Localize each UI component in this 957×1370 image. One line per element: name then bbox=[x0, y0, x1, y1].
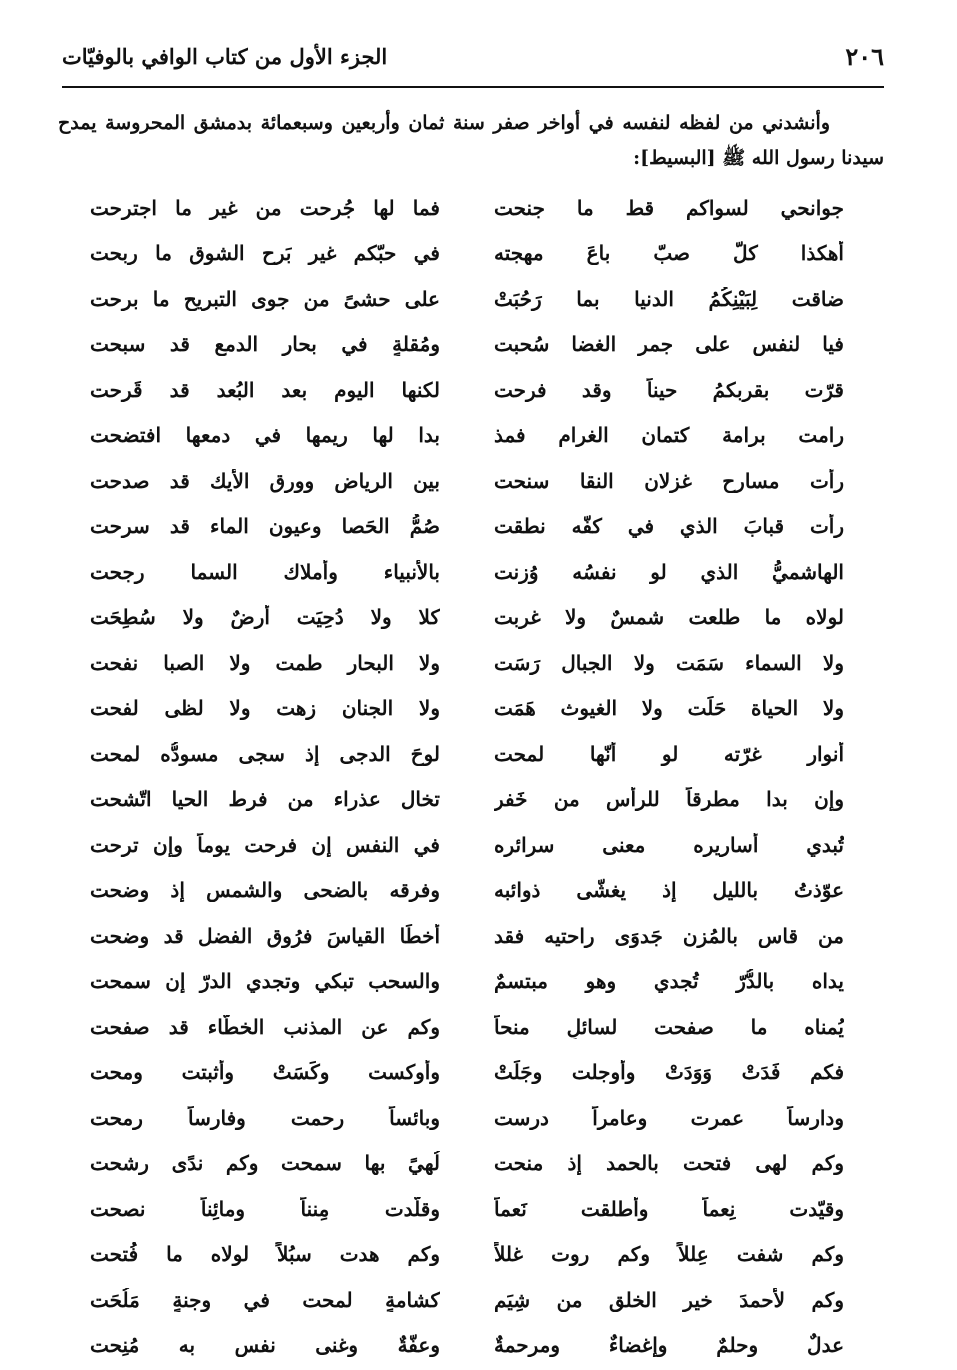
verse-second-hemistich: في النفس إن فرحت يوماً وإن ترحت bbox=[90, 832, 440, 857]
verse-first-hemistich: ودارِساً عمرت وعامراً درست bbox=[494, 1105, 844, 1130]
verse-second-hemistich: في حبّكم غير بَرح الشوق ما ربحت bbox=[90, 241, 440, 266]
verse-second-hemistich: لُهيً بها سمحت وكم ندًى رشحت bbox=[90, 1151, 440, 1176]
verse-second-hemistich: لكنها اليوم بعد البُعد قد قَرِحت bbox=[90, 377, 440, 402]
verse-first-hemistich: من قاس بالمُزن جَدوَى راحتيه فقد bbox=[494, 923, 844, 948]
verse-second-hemistich: تخال عذراء من فرط الحيا اتّشحت bbox=[90, 787, 440, 812]
verse-first-hemistich: وكم لهى فتحت بالحمد إذ منحت bbox=[494, 1151, 844, 1176]
verse-second-hemistich: وعفّةٌ وغنى نفسٍ به مُنِحت bbox=[90, 1333, 440, 1358]
verse bbox=[90, 1141, 844, 1187]
verse-second-hemistich: لوحَ الدجى إذ سجى مسودُّه لمحت bbox=[90, 741, 440, 766]
verse-first-hemistich: ضاقت لِبَيْنِكُمُ الدنيا بما رَحُبَتْ bbox=[494, 286, 844, 311]
verse-first-hemistich: جوانحي لسواكم قط ما جنحت bbox=[494, 195, 844, 220]
verse-first-hemistich: عوّذتُ بالليل إذ يغشّى ذوائبه bbox=[494, 878, 844, 903]
intro-text: وأنشدني من لفظه لنفسه في أواخر صفر سنة ثمان وأربعين وسبعمائة بدمشق المحروسة يمدح سيدنا رسول الله ﷺ [البسيط]: bbox=[58, 112, 884, 169]
verse bbox=[90, 1186, 844, 1232]
verse bbox=[90, 185, 844, 231]
verse-first-hemistich: فكم فَدَتْ وَوَدَتْ وأوجلت وجَلَتْ bbox=[494, 1060, 844, 1085]
verse bbox=[90, 1004, 844, 1050]
verse bbox=[90, 367, 844, 413]
intro-paragraph bbox=[58, 106, 884, 176]
verse-second-hemistich: أخطَا القياسَ فرُوق الفضل قد وضحت bbox=[90, 923, 440, 948]
verse-first-hemistich: وكم شفت عِللاً وكم روت غللاً bbox=[494, 1242, 844, 1267]
verse-first-hemistich: وقيّدت نِعماً وأطلقت نَعماً bbox=[494, 1196, 844, 1221]
verse-first-hemistich: الهاشميُّ الذي لو نفسُه وُزنت bbox=[494, 559, 844, 584]
verse-second-hemistich: وفرقه بالضحى والشمسِ إذ وضحت bbox=[90, 878, 440, 903]
verse bbox=[90, 913, 844, 959]
verse-second-hemistich: ولا البحار طمت ولا الصبا نفحت bbox=[90, 650, 440, 675]
verse bbox=[90, 959, 844, 1005]
verse bbox=[90, 413, 844, 459]
verse-second-hemistich: على حشىً من جوى التبريح ما برحت bbox=[90, 286, 440, 311]
verse-first-hemistich: قرّت بقربكمُ حيناً وقد فرحت bbox=[494, 377, 844, 402]
verse-first-hemistich: وكم لأحمدَ خير الخلق من شِيَم bbox=[494, 1287, 844, 1312]
verse bbox=[90, 777, 844, 823]
page-header bbox=[62, 40, 884, 80]
verse bbox=[90, 458, 844, 504]
verse-second-hemistich: كلا ولا دُحِيَت أرضٌ ولا سُطِحَت bbox=[90, 605, 440, 630]
verse-second-hemistich: وكم عن المذنب الخطّاء قد صفحت bbox=[90, 1014, 440, 1039]
verse-second-hemistich: وأوكست وكَسَتْ وأثبتت ومحت bbox=[90, 1060, 440, 1085]
verse-second-hemistich: ولا الجنان زهت ولا لظى لفحت bbox=[90, 696, 440, 721]
verse-second-hemistich: بالأنبياء وأملاك السما رجحت bbox=[90, 559, 440, 584]
verse-first-hemistich: ولا الحياة حَلَت ولا الغيوث هَمَت bbox=[494, 696, 844, 721]
verse-first-hemistich: وإن بدا مطرقاً للرأس من خَفر bbox=[494, 787, 844, 812]
verse-second-hemistich: وكم هدت سبُلاً لولاه ما فُتحت bbox=[90, 1242, 440, 1267]
verse-first-hemistich: أنوار غرّته لو أنّها لمحت bbox=[494, 741, 844, 766]
verse-first-hemistich: رأت قبابَ الذي في كفّه نطقت bbox=[494, 514, 844, 539]
verse-first-hemistich: لولاه ما طلعت شمسٌ ولا غربت bbox=[494, 605, 844, 630]
verse-first-hemistich: رامت برامة كتمان الغرام فمذ bbox=[494, 423, 844, 448]
verse bbox=[90, 595, 844, 641]
verse-first-hemistich: رأت مسارح غزلان النقا سنحت bbox=[494, 468, 844, 493]
verse-second-hemistich: كشامةٍ لمحت في وجنةٍ مَلُحَت bbox=[90, 1287, 440, 1312]
verse-first-hemistich: أهكذا كلّ صبّ باعَ مهجته bbox=[494, 241, 844, 266]
verse-first-hemistich: يُمناه ما صفحت لسائلٍ منحاً bbox=[494, 1014, 844, 1039]
verse-second-hemistich: ومُقلةٍ في بحار الدمع قد سبحت bbox=[90, 332, 440, 357]
verse-second-hemistich: صُمُّ الحَصا وعيون الماء قد سرحت bbox=[90, 514, 440, 539]
verse-first-hemistich: يداه بالدُّرّ تُجدي وهو مبتسمٌ bbox=[494, 969, 844, 994]
verse bbox=[90, 1232, 844, 1278]
verse-second-hemistich: وبائساً رحمت وفارساً رمحت bbox=[90, 1105, 440, 1130]
verse-first-hemistich: تُبدي أساريره معنى سرائره bbox=[494, 832, 844, 857]
verse-second-hemistich: بين الرياض وورق الأيك قد صدحت bbox=[90, 468, 440, 493]
verse bbox=[90, 1277, 844, 1323]
running-title: الجزء الأول من كتاب الوافي بالوفيّات bbox=[62, 44, 388, 69]
verse bbox=[90, 640, 844, 686]
verse bbox=[90, 686, 844, 732]
verse bbox=[90, 1095, 844, 1141]
verse bbox=[90, 822, 844, 868]
verse-second-hemistich: وقلّدت مِنناً ومائِناً نصحت bbox=[90, 1196, 440, 1221]
verse bbox=[90, 504, 844, 550]
verse-first-hemistich: فيا لنفسٍ على جمر الغضا سُحبت bbox=[494, 332, 844, 357]
verse bbox=[90, 731, 844, 777]
verse bbox=[90, 549, 844, 595]
verse bbox=[90, 231, 844, 277]
verse-second-hemistich: فما لها جُرحت من غير ما اجترحت bbox=[90, 195, 440, 220]
header-rule bbox=[62, 86, 884, 88]
verse-first-hemistich: ولا السماء سَمَت ولا الجبال رَسَت bbox=[494, 650, 844, 675]
page-number: ٢٠٦ bbox=[845, 42, 884, 71]
verse bbox=[90, 322, 844, 368]
poem bbox=[90, 185, 844, 1368]
verse bbox=[90, 1050, 844, 1096]
verse bbox=[90, 276, 844, 322]
verse-second-hemistich: بدا لها ريمها في دمعها افتضحت bbox=[90, 423, 440, 448]
verse bbox=[90, 1323, 844, 1369]
verse-first-hemistich: عدلٌ وحلمٌ وإغضاءٌ ومرحمةٌ bbox=[494, 1333, 844, 1358]
verse bbox=[90, 868, 844, 914]
verse-second-hemistich: والسحب تبكي وتجدي الدرّ إن سمحت bbox=[90, 969, 440, 994]
